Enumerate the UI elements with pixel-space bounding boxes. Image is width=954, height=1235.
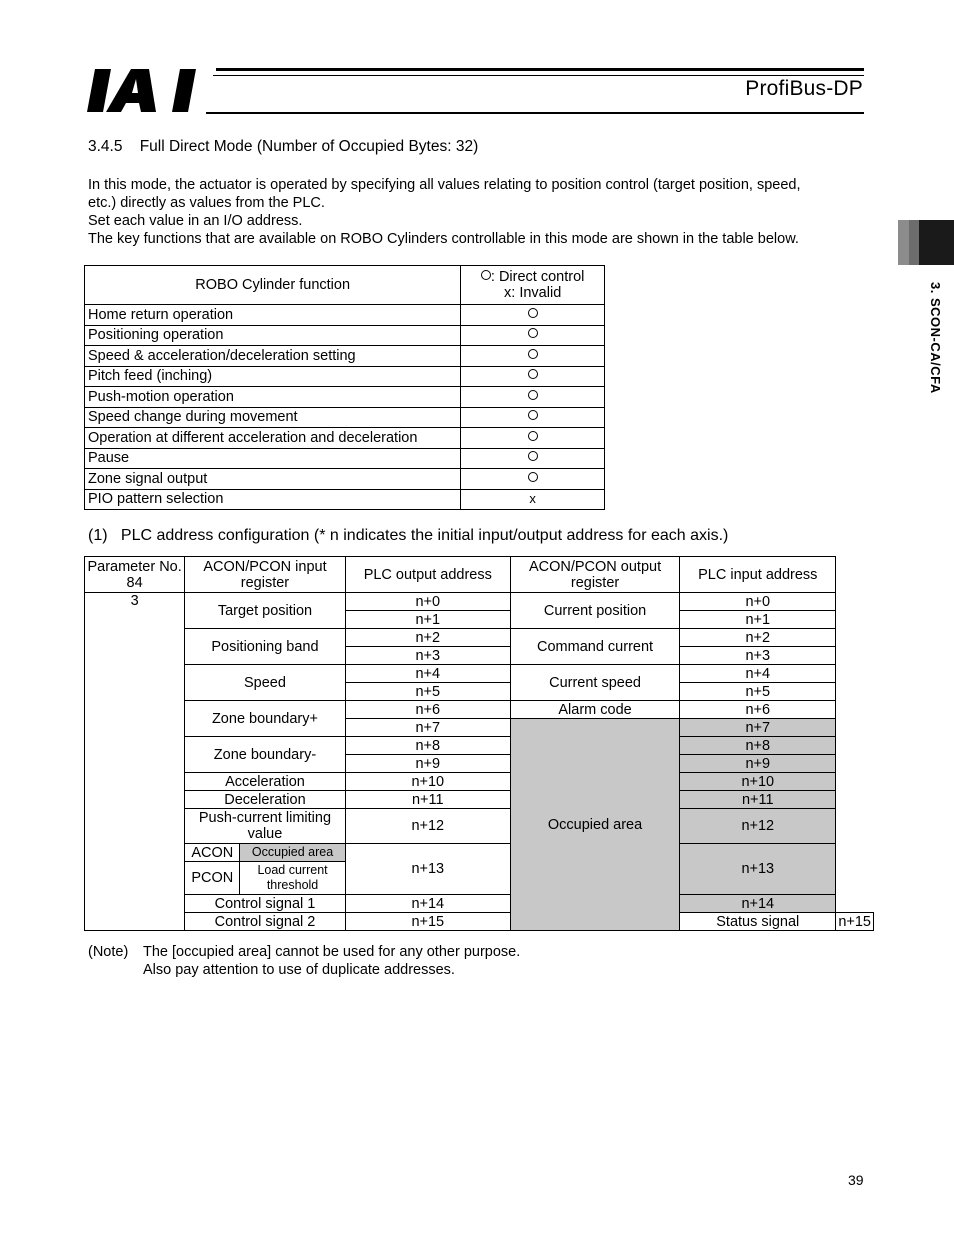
input-register: Control signal 1 — [185, 895, 345, 913]
intro-line: The key functions that are available on ROBO Cylinders controllable in this mode are shown in the table below. — [88, 231, 799, 247]
circle-icon — [528, 451, 538, 461]
table-row — [85, 428, 605, 449]
table-row — [85, 366, 605, 387]
input-register: Zone boundary- — [185, 737, 345, 773]
param-value: 3 — [85, 593, 185, 931]
table-row — [85, 593, 874, 611]
table-row — [85, 773, 874, 791]
output-address: n+2 — [345, 629, 510, 647]
availability-cell — [461, 407, 605, 428]
availability-cell — [461, 448, 605, 469]
circle-icon — [528, 328, 538, 338]
input-address: n+13 — [680, 844, 836, 895]
intro-line: In this mode, the actuator is operated by specifying all values relating to position control (target position, speed, — [88, 177, 801, 193]
note-line: The [occupied area] cannot be used for any other purpose. — [143, 944, 521, 960]
function-name: Operation at different acceleration and deceleration — [85, 428, 461, 449]
circle-icon — [528, 472, 538, 482]
availability-cell — [461, 346, 605, 367]
availability-cell — [461, 428, 605, 449]
table-row — [85, 346, 605, 367]
input-register: Speed — [185, 665, 345, 701]
output-address: n+13 — [345, 844, 510, 895]
input-register: Positioning band — [185, 629, 345, 665]
table-row — [85, 895, 874, 913]
input-address: n+8 — [680, 737, 836, 755]
input-address: n+2 — [680, 629, 836, 647]
output-address: n+8 — [345, 737, 510, 755]
input-register: Target position — [185, 593, 345, 629]
output-register: Alarm code — [510, 701, 679, 719]
input-address: n+12 — [680, 809, 836, 844]
output-address: n+1 — [345, 611, 510, 629]
table-row — [85, 665, 874, 683]
input-address: n+6 — [680, 701, 836, 719]
iai-logo — [86, 66, 206, 116]
note — [88, 943, 520, 979]
function-table-header — [85, 266, 605, 305]
table-row — [85, 809, 874, 844]
input-address: n+9 — [680, 755, 836, 773]
table-row — [85, 629, 874, 647]
header-rule-top — [216, 68, 864, 71]
input-address: n+0 — [680, 593, 836, 611]
input-address: n+5 — [680, 683, 836, 701]
address-config-heading: (1) PLC address configuration (* n indicates the initial input/output address for each axis.) — [88, 527, 729, 544]
input-address: n+15 — [836, 913, 874, 931]
availability-cell — [461, 366, 605, 387]
header-input-register: ACON/PCON input register — [185, 557, 345, 593]
output-address: n+4 — [345, 665, 510, 683]
side-tab-mid — [909, 220, 919, 265]
input-register: Push-current limiting value — [185, 809, 345, 844]
table-row — [85, 489, 605, 510]
circle-icon — [528, 349, 538, 359]
output-register: Command current — [510, 629, 679, 665]
table-row — [85, 387, 605, 408]
section-title: 3.4.5 Full Direct Mode (Number of Occupied Bytes: 32) — [88, 138, 479, 155]
output-address: n+3 — [345, 647, 510, 665]
header-plc-input: PLC input address — [680, 557, 836, 593]
input-address: n+4 — [680, 665, 836, 683]
header-rule-bottom — [206, 112, 864, 114]
table-row — [85, 325, 605, 346]
input-register: Control signal 2 — [185, 913, 345, 931]
header-param: Parameter No. 84 — [85, 557, 185, 593]
availability-cell — [461, 305, 605, 326]
input-address: n+7 — [680, 719, 836, 737]
header-plc-output: PLC output address — [345, 557, 510, 593]
availability-cell — [461, 325, 605, 346]
output-address: n+14 — [345, 895, 510, 913]
output-address: n+11 — [345, 791, 510, 809]
availability-cell: x — [461, 489, 605, 510]
table-row — [85, 701, 874, 719]
intro-line: etc.) directly as values from the PLC. — [88, 195, 325, 211]
output-register: Current speed — [510, 665, 679, 701]
table-row — [85, 407, 605, 428]
output-address: n+5 — [345, 683, 510, 701]
brand-title: ProfiBus-DP — [745, 77, 863, 100]
circle-icon — [481, 270, 491, 280]
function-name: PIO pattern selection — [85, 489, 461, 510]
input-address: n+1 — [680, 611, 836, 629]
function-name: Pause — [85, 448, 461, 469]
table-row — [85, 844, 874, 862]
input-register: Acceleration — [185, 773, 345, 791]
function-name: Zone signal output — [85, 469, 461, 490]
function-name: Positioning operation — [85, 325, 461, 346]
output-address: n+10 — [345, 773, 510, 791]
function-name: Home return operation — [85, 305, 461, 326]
input-register: Deceleration — [185, 791, 345, 809]
circle-icon — [528, 369, 538, 379]
input-address: n+10 — [680, 773, 836, 791]
input-register: Zone boundary+ — [185, 701, 345, 737]
header-rule-mid — [213, 75, 864, 76]
function-name: Pitch feed (inching) — [85, 366, 461, 387]
header-output-register: ACON/PCON output register — [510, 557, 679, 593]
availability-cell — [461, 469, 605, 490]
circle-icon — [528, 410, 538, 420]
side-tab-dark — [919, 220, 954, 265]
side-tab-label: 3. SCON-CA/CFA — [928, 282, 943, 394]
pcon-value: Load current threshold — [240, 862, 345, 895]
input-address: n+11 — [680, 791, 836, 809]
page-number: 39 — [848, 1172, 864, 1188]
output-address: n+6 — [345, 701, 510, 719]
circle-icon — [528, 390, 538, 400]
address-table-header — [85, 557, 874, 593]
availability-cell — [461, 387, 605, 408]
function-name: Speed change during movement — [85, 407, 461, 428]
function-name: Speed & acceleration/deceleration setting — [85, 346, 461, 367]
table-row — [85, 448, 605, 469]
circle-icon — [528, 308, 538, 318]
header-function: ROBO Cylinder function — [85, 266, 461, 305]
header-legend: : Direct control x: Invalid — [461, 266, 605, 305]
address-table — [84, 556, 874, 931]
input-address: n+3 — [680, 647, 836, 665]
output-address: n+12 — [345, 809, 510, 844]
input-address: n+14 — [680, 895, 836, 913]
acon-label: ACON — [185, 844, 240, 862]
occupied-area: Occupied area — [510, 719, 679, 931]
output-address: n+7 — [345, 719, 510, 737]
table-row — [85, 305, 605, 326]
output-register: Current position — [510, 593, 679, 629]
pcon-label: PCON — [185, 862, 240, 895]
output-address: n+15 — [345, 913, 510, 931]
circle-icon — [528, 431, 538, 441]
note-label: (Note) — [88, 944, 129, 960]
function-table — [84, 265, 605, 510]
output-address: n+9 — [345, 755, 510, 773]
intro-line: Set each value in an I/O address. — [88, 213, 303, 229]
table-row — [85, 913, 874, 931]
acon-value: Occupied area — [240, 844, 345, 862]
function-name: Push-motion operation — [85, 387, 461, 408]
output-address: n+0 — [345, 593, 510, 611]
intro-paragraph — [88, 176, 868, 248]
table-row — [85, 791, 874, 809]
note-line: Also pay attention to use of duplicate addresses. — [143, 962, 455, 978]
output-register: Status signal — [680, 913, 836, 931]
table-row — [85, 737, 874, 755]
table-row — [85, 469, 605, 490]
